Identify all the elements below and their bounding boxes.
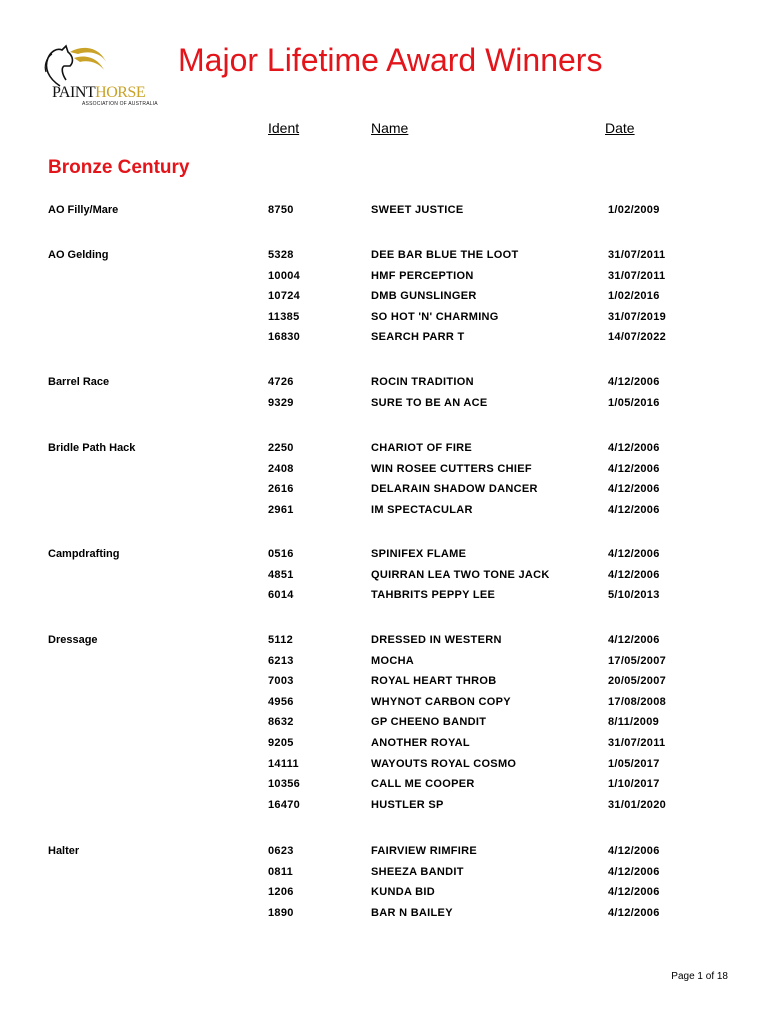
date-cell: 4/12/2006 [608,548,660,560]
date-cell: 31/07/2011 [608,269,666,282]
date-cell: 20/05/2007 [608,675,667,688]
table-row [0,204,770,224]
name-cell: CALL ME COOPER [371,778,475,791]
section-heading: Bronze Century [48,157,190,178]
column-header-ident: Ident [268,120,300,136]
association-logo [40,44,182,114]
ident-cell: 10724 [268,290,301,303]
horse-head-icon [40,44,110,88]
ident-cell: 14111 [268,757,299,770]
table-row [0,311,770,331]
name-cell: ANOTHER ROYAL [371,737,470,749]
table-row [0,442,770,462]
ident-cell: 16830 [268,331,301,344]
date-cell: 4/12/2006 [608,568,660,581]
ident-cell: 0623 [268,845,294,857]
table-row [0,270,770,290]
ident-cell: 5112 [268,634,294,646]
ident-cell: 4726 [268,376,294,388]
table-row [0,331,770,351]
table-row [0,696,770,716]
ident-cell: 2616 [268,483,294,496]
date-cell: 1/02/2016 [608,290,660,303]
table-row [0,655,770,675]
ident-cell: 2408 [268,462,294,475]
table-row [0,569,770,589]
ident-cell: 8750 [268,204,294,216]
ident-cell: 9329 [268,396,294,409]
date-cell: 1/02/2009 [608,204,660,216]
date-cell: 8/11/2009 [608,716,660,729]
ident-cell: 1890 [268,906,294,919]
page-title: Major Lifetime Award Winners [178,42,603,78]
name-cell: ROCIN TRADITION [371,376,474,388]
date-cell: 31/01/2020 [608,798,667,811]
table-row [0,886,770,906]
table-row [0,249,770,269]
date-cell: 14/07/2022 [608,331,667,344]
table-row [0,845,770,865]
name-cell: IM SPECTACULAR [371,503,473,516]
name-cell: MOCHA [371,654,415,667]
ident-cell: 7003 [268,675,294,688]
ident-cell: 10356 [268,778,301,791]
name-cell: HUSTLER SP [371,798,444,811]
table-row [0,290,770,310]
ident-cell: 2961 [268,503,294,516]
table-row [0,504,770,524]
logo-subtitle: ASSOCIATION OF AUSTRALIA [82,101,158,107]
date-cell: 31/07/2011 [608,737,666,749]
date-cell: 1/10/2017 [608,778,660,791]
ident-cell: 2250 [268,442,294,454]
name-cell: DRESSED IN WESTERN [371,634,502,646]
table-row [0,716,770,736]
date-cell: 1/05/2017 [608,757,660,770]
name-cell: ROYAL HEART THROB [371,675,497,688]
name-cell: BAR N BAILEY [371,906,453,919]
date-cell: 4/12/2006 [608,906,660,919]
name-cell: QUIRRAN LEA TWO TONE JACK [371,568,550,581]
category-label: Halter [48,845,80,857]
column-header-name: Name [371,120,409,136]
name-cell: SO HOT 'N' CHARMING [371,310,499,323]
date-cell: 1/05/2016 [608,396,660,409]
table-row [0,799,770,819]
ident-cell: 11385 [268,310,300,323]
ident-cell: 0516 [268,548,294,560]
name-cell: SPINIFEX FLAME [371,548,467,560]
table-row [0,397,770,417]
ident-cell: 9205 [268,737,294,749]
page-number: Page 1 of 18 [671,971,728,982]
table-row [0,758,770,778]
name-cell: WIN ROSEE CUTTERS CHIEF [371,462,532,475]
ident-cell: 6014 [268,589,294,602]
ident-cell: 0811 [268,865,294,878]
date-cell: 4/12/2006 [608,462,660,475]
ident-cell: 4956 [268,695,294,708]
date-cell: 4/12/2006 [608,865,660,878]
name-cell: DEE BAR BLUE THE LOOT [371,249,519,261]
ident-cell: 5328 [268,249,294,261]
date-cell: 4/12/2006 [608,483,660,496]
name-cell: TAHBRITS PEPPY LEE [371,589,496,602]
ident-cell: 16470 [268,798,301,811]
name-cell: WAYOUTS ROYAL COSMO [371,757,517,770]
ident-cell: 4851 [268,568,294,581]
column-header-date: Date [605,120,635,136]
table-row [0,376,770,396]
name-cell: HMF PERCEPTION [371,269,474,282]
table-row [0,675,770,695]
category-label: AO Gelding [48,249,109,261]
category-label: Dressage [48,634,98,646]
table-row [0,589,770,609]
name-cell: WHYNOT CARBON COPY [371,695,511,708]
date-cell: 31/07/2019 [608,310,667,323]
name-cell: CHARIOT OF FIRE [371,442,473,454]
category-label: AO Filly/Mare [48,204,119,216]
name-cell: SWEET JUSTICE [371,204,464,216]
table-row [0,907,770,927]
ident-cell: 6213 [268,654,294,667]
table-row [0,463,770,483]
date-cell: 4/12/2006 [608,503,660,516]
category-label: Bridle Path Hack [48,442,136,454]
category-label: Campdrafting [48,548,120,560]
date-cell: 4/12/2006 [608,845,660,857]
category-label: Barrel Race [48,376,110,388]
date-cell: 17/08/2008 [608,695,667,708]
ident-cell: 8632 [268,716,294,729]
date-cell: 4/12/2006 [608,886,660,899]
logo-brand-text: PAINTHORSE [52,84,146,101]
name-cell: DMB GUNSLINGER [371,290,477,303]
table-row [0,483,770,503]
date-cell: 4/12/2006 [608,634,660,646]
name-cell: GP CHEENO BANDIT [371,716,487,729]
date-cell: 5/10/2013 [608,589,660,602]
date-cell: 31/07/2011 [608,249,666,261]
name-cell: SEARCH PARR T [371,331,465,344]
table-row [0,737,770,757]
ident-cell: 1206 [268,886,294,899]
name-cell: FAIRVIEW RIMFIRE [371,845,478,857]
table-row [0,634,770,654]
table-row [0,866,770,886]
date-cell: 17/05/2007 [608,654,667,667]
ident-cell: 10004 [268,269,301,282]
name-cell: KUNDA BID [371,886,436,899]
table-row [0,548,770,568]
date-cell: 4/12/2006 [608,376,660,388]
name-cell: DELARAIN SHADOW DANCER [371,483,538,496]
name-cell: SURE TO BE AN ACE [371,396,488,409]
name-cell: SHEEZA BANDIT [371,865,464,878]
date-cell: 4/12/2006 [608,442,660,454]
table-row [0,778,770,798]
